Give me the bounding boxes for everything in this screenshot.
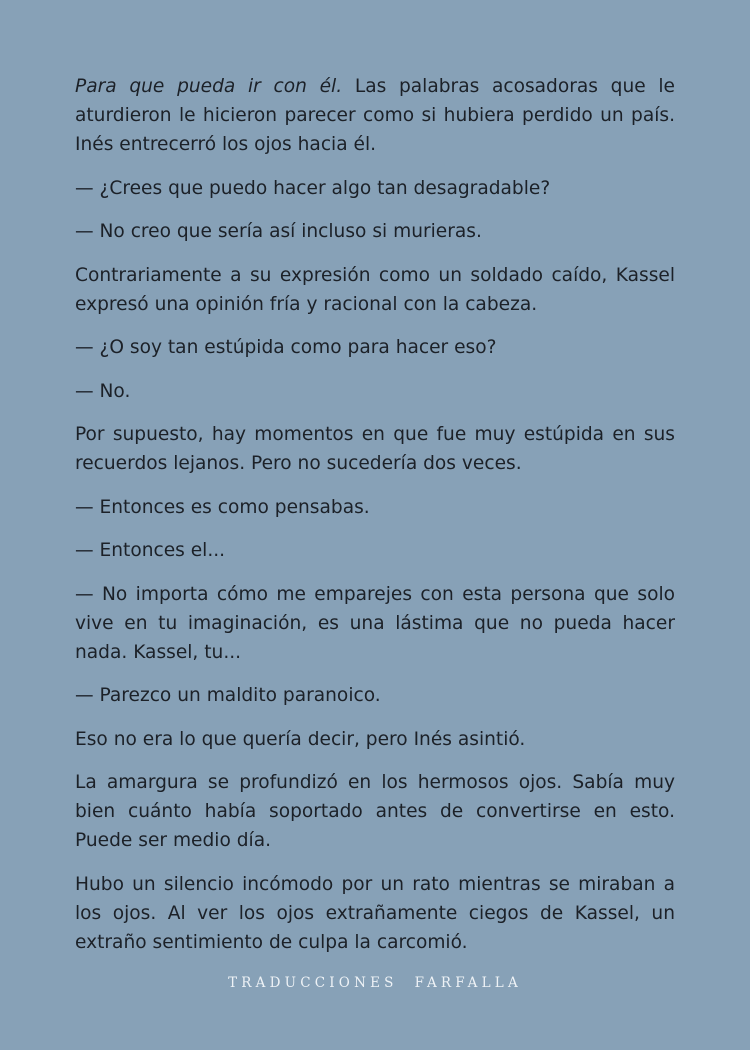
dialogue-line: — ¿Crees que puedo hacer algo tan desagradable?	[75, 177, 551, 199]
page-body	[75, 72, 675, 971]
dialogue-line: — Entonces el...	[75, 540, 226, 561]
dialogue-line: — ¿O soy tan estúpida como para hacer eso?	[75, 337, 497, 358]
dialogue-line: — No creo que sería así incluso si murieras.	[75, 221, 482, 242]
dialogue-line: — No importa cómo me emparejes con esta persona que solo vive en tu imaginación, es una lástima que no pueda hacer nada. Kassel, tu...	[75, 583, 675, 663]
paragraph: Por supuesto, hay momentos en que fue muy estúpida en sus recuerdos lejanos. Pero no sucedería dos veces.	[75, 424, 675, 474]
dialogue-line: — No.	[75, 380, 131, 402]
dialogue-line: — Parezco un maldito paranoico.	[75, 685, 381, 706]
paragraph: Hubo un silencio incómodo por un rato mientras se miraban a los ojos. Al ver los ojos extrañamente ciegos de Kassel, un extraño sentimiento de culpa la carcomió.	[75, 873, 675, 953]
dialogue-line: — Entonces es como pensabas.	[75, 496, 370, 518]
paragraph: La amargura se profundizó en los hermosos ojos. Sabía muy bien cuánto había soportado antes de convertirse en esto. Puede ser medio día.	[75, 772, 675, 851]
paragraph-text: Las palabras acosadoras que le aturdieron le hicieron parecer como si hubiera perdido un país. Inés entrecerró los ojos hacia él.	[75, 76, 675, 155]
paragraph: Eso no era lo que quería decir, pero Inés asintió.	[75, 728, 526, 750]
paragraph	[75, 72, 675, 159]
page-footer: TRADUCCIONES FARFALLA	[228, 975, 522, 991]
paragraph: Contrariamente a su expresión como un soldado caído, Kassel expresó una opinión fría y racional con la cabeza.	[75, 264, 675, 315]
italic-lead: Para que pueda ir con él.	[75, 76, 343, 97]
